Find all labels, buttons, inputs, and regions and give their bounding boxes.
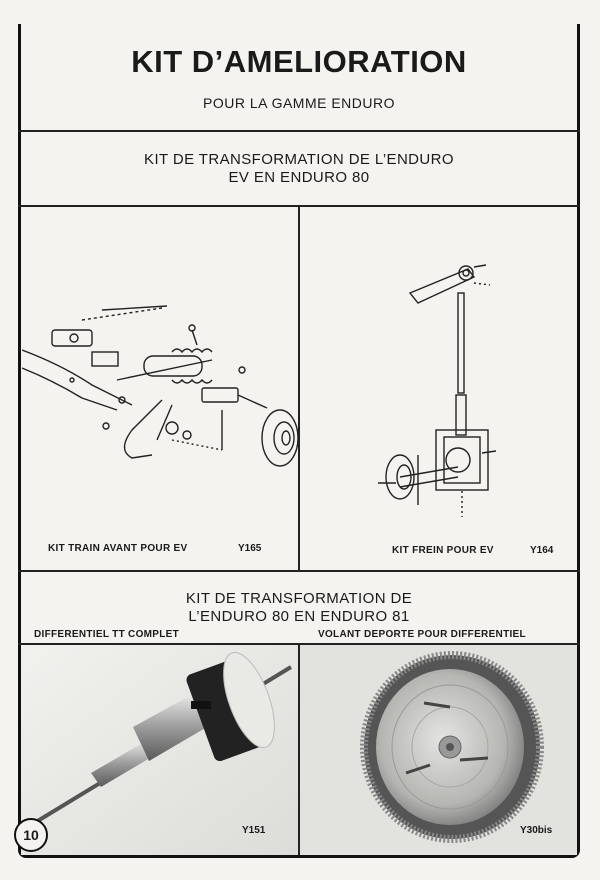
section2-title	[18, 590, 580, 626]
differential-photo	[21, 645, 298, 855]
page-subtitle: POUR LA GAMME ENDURO	[202, 95, 396, 111]
page-number: 10	[23, 827, 39, 843]
flywheel-code: Y30bis	[520, 825, 553, 836]
divider	[18, 130, 580, 132]
section1-title-line2: EV EN ENDURO 80	[228, 169, 370, 186]
divider	[18, 570, 580, 572]
differential-code: Y151	[242, 825, 266, 836]
flywheel-photo	[300, 645, 577, 855]
section1-title	[18, 151, 580, 187]
differential-label: DIFFERENTIEL TT COMPLET	[34, 629, 180, 640]
brake-kit-code: Y164	[530, 545, 554, 556]
brake-kit-caption: KIT FREIN POUR EV	[392, 545, 494, 556]
section2-title-line1: KIT DE TRANSFORMATION DE	[185, 590, 413, 607]
flywheel-label: VOLANT DEPORTE POUR DIFFERENTIEL	[318, 629, 526, 640]
section2-title-line2: L’ENDURO 80 EN ENDURO 81	[188, 608, 410, 625]
front-axle-kit-illustration	[22, 290, 298, 480]
page-title: KIT D’AMELIORATION	[131, 44, 467, 79]
front-axle-kit-caption: KIT TRAIN AVANT POUR EV	[48, 543, 188, 554]
brake-kit-illustration	[378, 255, 498, 525]
section1-title-line1: KIT DE TRANSFORMATION DE L’ENDURO	[144, 151, 454, 168]
page-number-badge	[14, 818, 48, 852]
front-axle-kit-code: Y165	[238, 543, 262, 554]
divider	[298, 205, 300, 570]
